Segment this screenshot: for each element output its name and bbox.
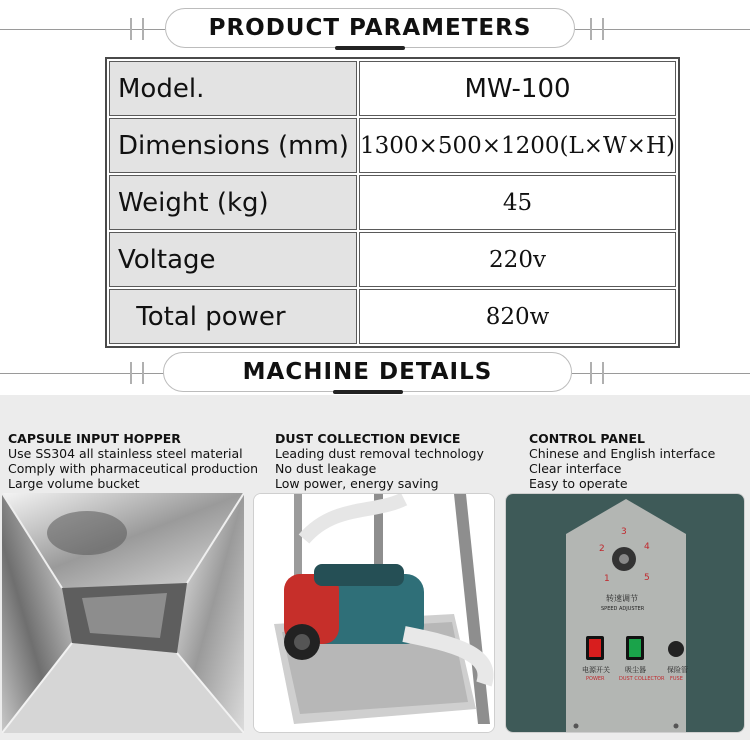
header-tick-left [130, 362, 144, 384]
detail-title: CONTROL PANEL [529, 431, 646, 446]
switch-label-power: 电源开关 [582, 666, 610, 674]
dial-number-3: 3 [621, 527, 627, 537]
param-label: Voltage [109, 232, 357, 287]
param-value: MW-100 [359, 61, 676, 116]
product-parameters-title [165, 8, 575, 48]
title-tab-accent [333, 390, 403, 394]
control-panel-photo [505, 493, 745, 733]
detail-line: Chinese and English interface [529, 446, 716, 461]
detail-line: Low power, energy saving [275, 476, 439, 491]
detail-line: Leading dust removal technology [275, 446, 484, 461]
dial-sublabel: SPEED ADJUSTER [601, 606, 645, 612]
dial-label: 转速调节 [606, 594, 638, 603]
dial-number-2: 2 [599, 544, 605, 554]
header-tick-right [590, 362, 604, 384]
dial-number-5: 5 [644, 573, 650, 583]
detail-dust-collection [275, 431, 515, 491]
detail-hopper [8, 431, 259, 491]
product-parameters-title-text: PRODUCT PARAMETERS [208, 15, 532, 41]
detail-line: No dust leakage [275, 461, 377, 476]
machine-details-title [163, 352, 572, 392]
param-label: Dimensions (mm) [109, 118, 357, 173]
detail-line: Clear interface [529, 461, 622, 476]
detail-line: Large volume bucket [8, 476, 140, 491]
detail-line: Easy to operate [529, 476, 628, 491]
machine-details-title-text: MACHINE DETAILS [242, 359, 493, 385]
detail-title: CAPSULE INPUT HOPPER [8, 431, 181, 446]
switch-label-fuse: 保险管 [667, 666, 688, 674]
detail-control-panel [529, 431, 750, 491]
header-tick-right [590, 18, 604, 40]
table-row [109, 175, 676, 230]
param-value: 1300×500×1200(L×W×H) [359, 118, 676, 173]
param-label: Model. [109, 61, 357, 116]
hopper-photo [2, 493, 244, 733]
table-row [109, 61, 676, 116]
detail-line: Comply with pharmaceutical production [8, 461, 259, 476]
param-value: 820w [359, 289, 676, 344]
switch-sublabel-power: POWER [586, 676, 605, 682]
table-row [109, 232, 676, 287]
detail-line: Use SS304 all stainless steel material [8, 446, 243, 461]
header-tick-left [130, 18, 144, 40]
param-label: Total power [109, 289, 357, 344]
detail-title: DUST COLLECTION DEVICE [275, 431, 461, 446]
param-value: 220v [359, 232, 676, 287]
product-parameters-header [0, 8, 750, 52]
switch-sublabel-fuse: FUSE [670, 676, 683, 682]
table-row [109, 289, 676, 344]
param-value: 45 [359, 175, 676, 230]
param-label: Weight (kg) [109, 175, 357, 230]
table-row [109, 118, 676, 173]
dial-number-4: 4 [644, 542, 650, 552]
switch-sublabel-dust: DUST COLLECTOR [619, 676, 665, 682]
dust-collector-photo [253, 493, 495, 733]
parameters-table [105, 57, 680, 348]
dial-number-1: 1 [604, 574, 610, 584]
machine-details-header [0, 352, 750, 396]
title-tab-accent [335, 46, 405, 50]
switch-label-dust: 吸尘器 [625, 666, 646, 674]
